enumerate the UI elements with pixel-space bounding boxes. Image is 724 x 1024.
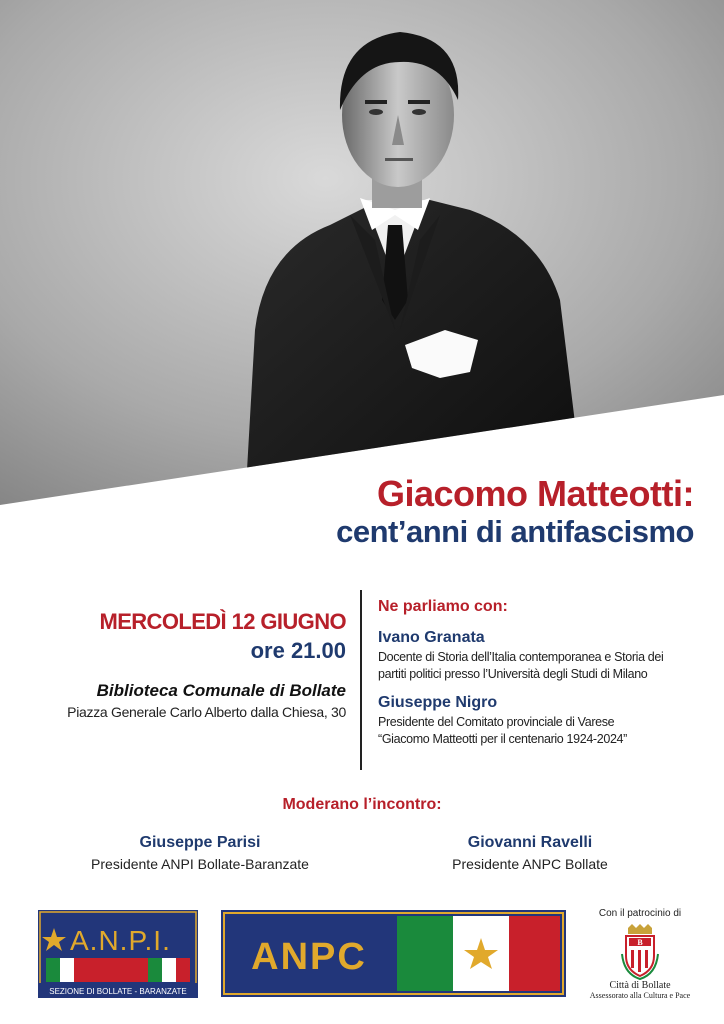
moderators-heading: Moderano l’incontro: bbox=[282, 796, 442, 813]
speaker-name: Ivano Granata bbox=[378, 629, 485, 646]
title-subtitle: cent’anni di antifascismo bbox=[336, 514, 694, 549]
speaker-desc: Presidente del Comitato provinciale di Varese bbox=[378, 715, 615, 729]
city-name: Città di Bollate bbox=[609, 980, 671, 991]
moderator-name: Giovanni Ravelli bbox=[467, 834, 593, 851]
portrait-photo bbox=[0, 0, 724, 510]
event-info bbox=[16, 608, 346, 722]
title-main: Giacomo Matteotti: bbox=[376, 473, 694, 514]
anpi-logo-text: A.N.P.I. bbox=[70, 925, 171, 956]
moderator bbox=[50, 832, 350, 874]
moderator-role: Presidente ANPC Bollate bbox=[452, 856, 608, 872]
title-block bbox=[336, 474, 694, 550]
speakers-heading: Ne parliamo con: bbox=[378, 598, 508, 615]
anpc-logo-text: ANPC bbox=[251, 936, 367, 978]
anpi-logo-subtext: SEZIONE DI BOLLATE - BARANZATE bbox=[49, 987, 187, 996]
city-crest-icon bbox=[620, 924, 660, 980]
patronage-label: Con il patrocinio di bbox=[598, 908, 682, 919]
speakers bbox=[378, 596, 698, 748]
crest-letter: B bbox=[637, 938, 643, 947]
speaker-desc: “Giacomo Matteotti per il centenario 1924-2024” bbox=[378, 732, 627, 746]
speaker-desc: Docente di Storia dell’Italia contemporanea e Storia dei bbox=[378, 650, 664, 664]
speaker-desc: partiti politici presso l’Università degli Studi di Milano bbox=[378, 667, 648, 681]
moderator-role: Presidente ANPI Bollate-Baranzate bbox=[91, 856, 309, 872]
anpc-logo bbox=[221, 910, 566, 997]
patronage bbox=[584, 908, 696, 1001]
event-time: ore 21.00 bbox=[250, 638, 346, 663]
event-date: MERCOLEDÌ 12 GIUGNO bbox=[99, 609, 346, 634]
moderator-name: Giuseppe Parisi bbox=[139, 834, 261, 851]
anpi-logo bbox=[38, 910, 198, 998]
event-address: Piazza Generale Carlo Alberto dalla Chiesa, 30 bbox=[67, 704, 346, 720]
city-department: Assessorato alla Cultura e Pace bbox=[589, 991, 691, 1000]
speaker-name: Giuseppe Nigro bbox=[378, 694, 498, 711]
moderator bbox=[380, 832, 680, 874]
event-venue: Biblioteca Comunale di Bollate bbox=[96, 681, 346, 700]
column-divider bbox=[360, 590, 362, 770]
